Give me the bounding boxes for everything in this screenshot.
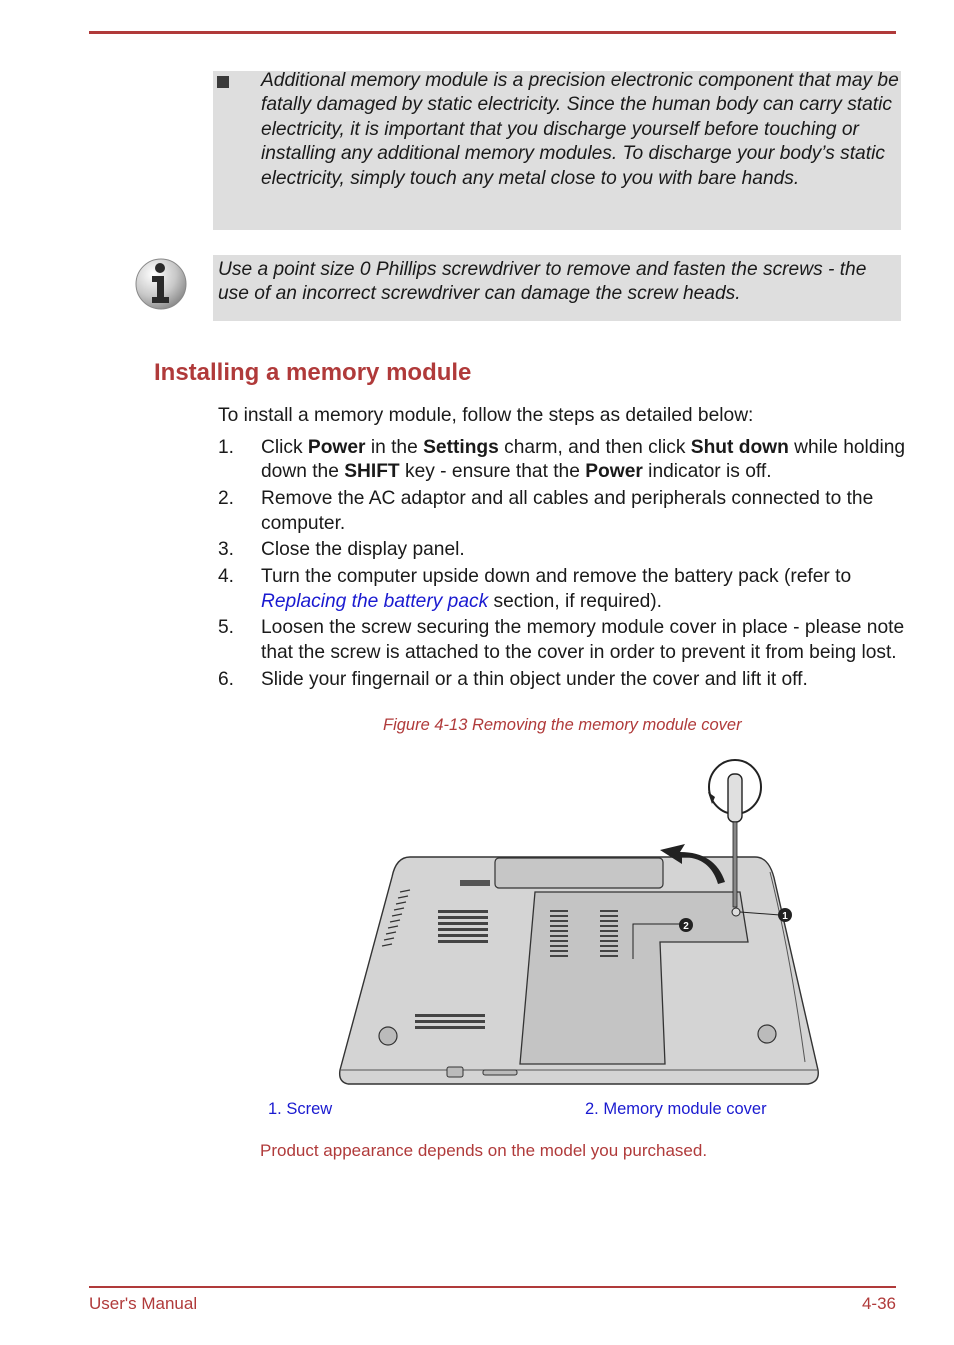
steps-list: [218, 436, 908, 694]
figure-caption: Figure 4-13 Removing the memory module cover: [383, 716, 742, 734]
step-number: 5.: [218, 617, 235, 639]
section-heading: Installing a memory module: [154, 359, 472, 386]
step-bold: Power: [307, 437, 366, 458]
footer-rule: [89, 1286, 896, 1288]
step-text: Turn the computer upside down and remove the battery pack (refer to: [261, 566, 852, 588]
step-bold: SHIFT: [344, 461, 400, 483]
step-5: [218, 616, 908, 665]
step-number: 3.: [218, 539, 235, 561]
step-text: Remove the AC adaptor and all cables and peripherals connected to the computer.: [261, 488, 874, 534]
step-number: 4.: [218, 566, 235, 588]
intro-text: To install a memory module, follow the steps as detailed below:: [218, 405, 754, 426]
step-text: key - ensure that the: [399, 461, 586, 483]
step-text: Slide your fingernail or a thin object under the cover and lift it off.: [261, 668, 808, 690]
figure-label-cover: 2. Memory module cover: [585, 1100, 767, 1118]
step-number: 1.: [218, 437, 235, 458]
note-text: Use a point size 0 Phillips screwdriver to remove and fasten the screws - the use of an incorrect screwdriver can damage the screw heads.: [218, 259, 867, 305]
rubber-foot: [379, 1027, 397, 1045]
caution-bullet-icon: [217, 76, 229, 88]
footer-title: User's Manual: [89, 1294, 198, 1313]
step-text: charm, and then click: [498, 437, 691, 458]
info-icon: [134, 257, 188, 311]
laptop-underside-illustration: [330, 752, 830, 1092]
header-rule: [89, 31, 896, 34]
step-bold: Settings: [423, 437, 499, 458]
page-number: 4-36: [861, 1294, 896, 1313]
step-text: section, if required).: [488, 590, 663, 612]
step-text: while holding down the: [261, 437, 906, 483]
callout-2-text: 2: [683, 921, 689, 932]
step-1: [218, 436, 908, 485]
step-text: Close the display panel.: [261, 539, 465, 561]
product-note: Product appearance depends on the model you purchased.: [260, 1141, 708, 1160]
step-text: Click: [261, 437, 308, 458]
step-number: 6.: [218, 668, 235, 690]
rubber-foot: [758, 1025, 776, 1043]
battery-pack-link[interactable]: Replacing the battery pack: [261, 590, 489, 612]
step-text: indicator is off.: [642, 461, 772, 483]
caution-text: Additional memory module is a precision electronic component that may be fatally damaged by static electricity. Since the human body can carry static electricity, it is important that you discharge yourself before touching or installing any additional memory modules. To discharge your body’s static electricity, simply touch any metal close to you with bare hands.: [261, 70, 899, 189]
step-4: [218, 565, 908, 614]
step-2: [218, 487, 908, 536]
step-6: [218, 668, 908, 692]
step-bold: Power: [585, 461, 643, 483]
step-number: 2.: [218, 488, 235, 510]
battery-area: [495, 858, 663, 888]
step-bold: Shut down: [690, 437, 789, 458]
step-text: Loosen the screw securing the memory module cover in place - please note that the screw is attached to the cover in order to prevent it from being lost.: [261, 617, 905, 663]
step-text: in the: [365, 437, 424, 458]
figure-label-screw: 1. Screw: [268, 1100, 333, 1118]
callout-1-text: 1: [782, 911, 788, 922]
step-3: [218, 538, 908, 562]
